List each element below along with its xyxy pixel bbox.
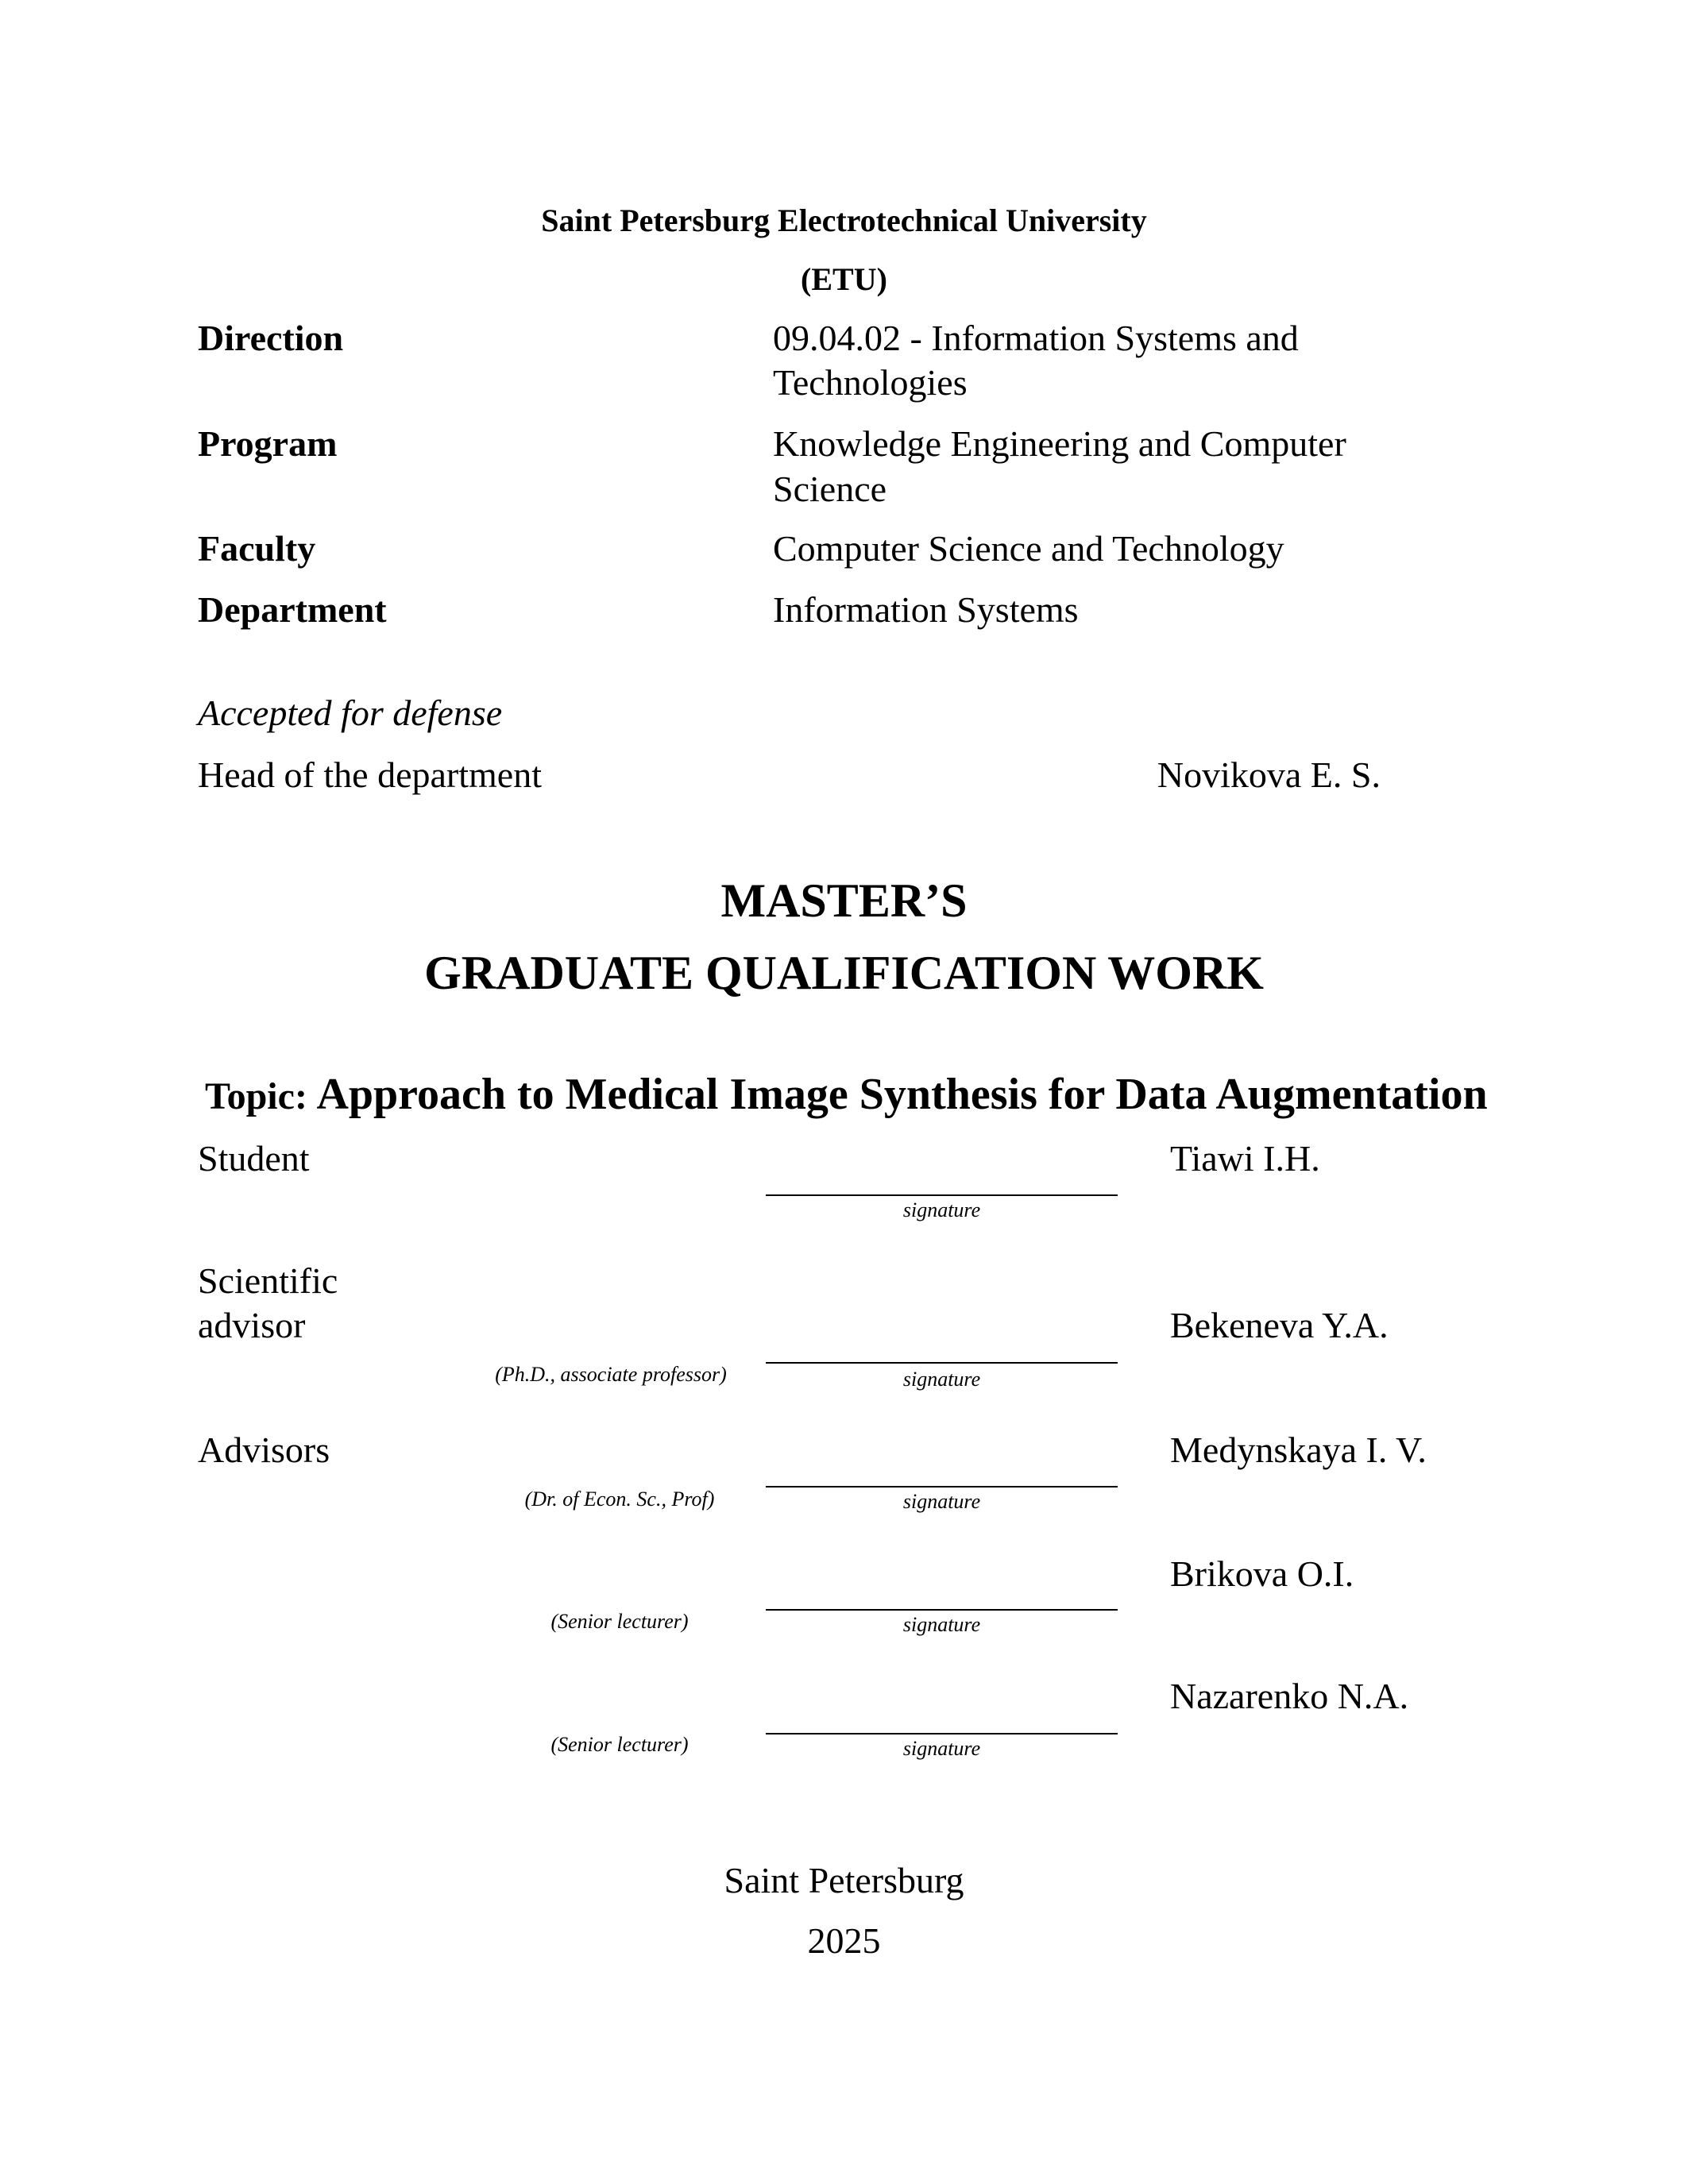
advisor-credential: (Senior lecturer) (550, 1733, 689, 1756)
student-name: Tiawi I.H. (1170, 1138, 1320, 1179)
advisor-label: Scientific (198, 1260, 338, 1301)
topic (205, 1072, 1488, 1117)
direction-value: 09.04.02 - Information Systems and (773, 318, 1299, 358)
faculty-label: Faculty (198, 528, 316, 569)
advisor-name: Bekeneva Y.A. (1170, 1305, 1389, 1345)
program-value: Knowledge Engineering and Computer (773, 423, 1346, 464)
program-label: Program (198, 423, 338, 464)
advisor-name: Nazarenko N.A. (1170, 1676, 1409, 1716)
student-label: Student (198, 1138, 310, 1179)
faculty-value: Computer Science and Technology (773, 528, 1284, 569)
advisors-label: Advisors (198, 1430, 330, 1470)
footer-year: 2025 (807, 1920, 881, 1961)
advisor-name: Brikova O.I. (1170, 1553, 1354, 1594)
signature-line (766, 1194, 1118, 1196)
signature-line (766, 1362, 1118, 1364)
signature-caption: signature (902, 1368, 981, 1391)
head-role: Head of the department (198, 754, 542, 795)
university-name: Saint Petersburg Electrotechnical University (541, 203, 1147, 238)
advisor-credential: (Senior lecturer) (550, 1610, 689, 1633)
signature-caption: signature (902, 1737, 981, 1760)
topic-text: Approach to Medical Image Synthesis for Data Augmentation (316, 1070, 1488, 1119)
signature-line (766, 1733, 1118, 1734)
signature-line (766, 1486, 1118, 1488)
university-abbr: (ETU) (801, 261, 887, 297)
signature-caption: signature (902, 1198, 981, 1221)
program-value-cont: Science (773, 469, 887, 509)
signature-caption: signature (902, 1490, 981, 1513)
footer-city: Saint Petersburg (724, 1860, 964, 1900)
direction-value-cont: Technologies (773, 362, 968, 403)
signature-caption: signature (902, 1613, 981, 1636)
signature-line (766, 1609, 1118, 1611)
advisor-name: Medynskaya I. V. (1170, 1430, 1427, 1470)
accepted-note: Accepted for defense (198, 693, 503, 733)
head-name: Novikova E. S. (1157, 754, 1381, 795)
advisor-credential: (Ph.D., associate professor) (495, 1363, 727, 1386)
department-label: Department (198, 589, 387, 630)
work-title-line1: MASTER’S (720, 874, 968, 927)
work-title-line2: GRADUATE QUALIFICATION WORK (424, 947, 1264, 999)
advisor-credential: (Dr. of Econ. Sc., Prof) (524, 1488, 715, 1511)
advisor-label-cont: advisor (198, 1305, 306, 1345)
department-value: Information Systems (773, 589, 1079, 630)
topic-label: Topic: (205, 1075, 307, 1117)
direction-label: Direction (198, 318, 344, 358)
